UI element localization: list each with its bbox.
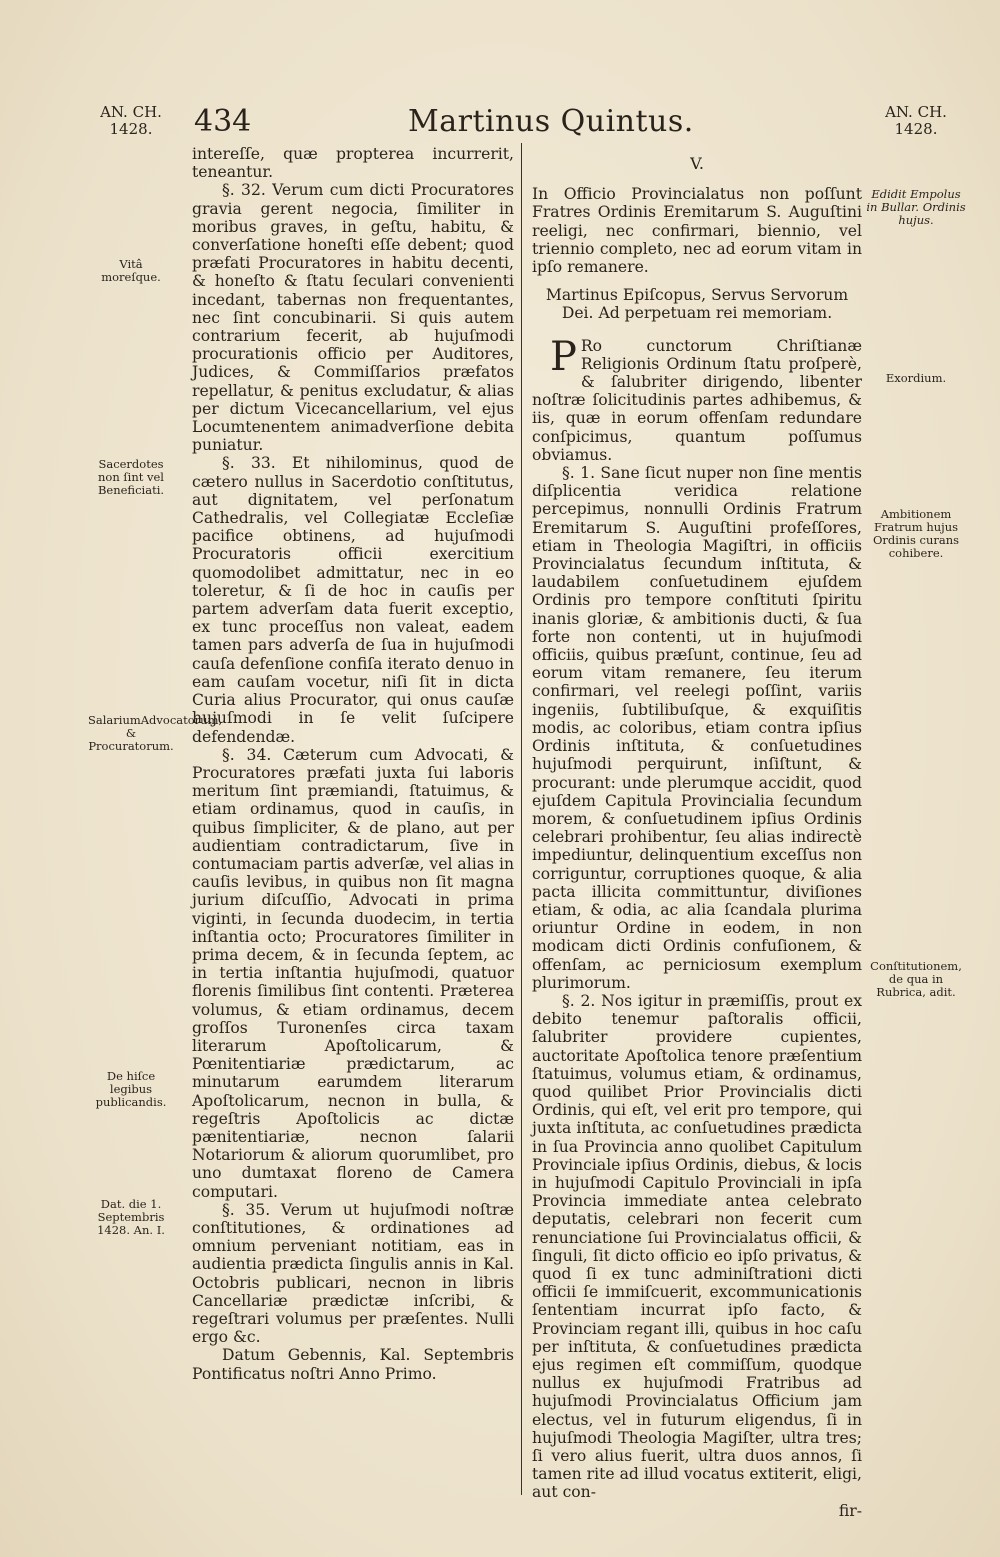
left-paragraph: intereſſe, quæ propterea incurrerit, teneantur. — [192, 145, 514, 182]
year-marker-left-line2: 1428. — [109, 120, 153, 138]
margin-note-left: Vitâ moreſque. — [101, 257, 161, 284]
left-paragraph: §. 35. Verum ut hujuſmodi noſtræ conſtitutiones, & ordinationes ad omnium perveniant notitiam, eas in audientia prædicta ſingulis annis in Kal. Octobris publicari, necnon in libris Cancellariæ prædictæ inſcribi, & regeſtrari volumus per præſentes. Nulli ergo &c. — [192, 1200, 514, 1347]
margin-note-left: Dat. die 1. Septembris 1428. An. I. — [97, 1197, 165, 1237]
year-marker-left — [88, 104, 174, 138]
right-column — [532, 155, 862, 1520]
margin-note-right: Ambitionem Fratrum hujus Ordinis curans cohibere. — [872, 507, 960, 560]
year-marker-right-line2: 1428. — [894, 120, 938, 138]
margin-note-right: Edidit Empolus in Bullar. Ordinis hujus. — [866, 187, 966, 227]
running-title: Martinus Quintus. — [408, 104, 694, 139]
year-marker-right-line1: AN. CH. — [885, 103, 947, 121]
year-marker-right — [868, 104, 964, 138]
column-divider — [521, 143, 522, 1495]
opening-paragraph — [532, 333, 862, 464]
left-paragraph: §. 34. Cæterum cum Advocati, & Procuratores præfati juxta ſui laboris meritum ſint præmiandi, ſtatuimus, & etiam ordinamus, quod in cauſis, in quibus ſimpliciter, & de plano, aut per audientiam contradictarum, ſive in contumaciam partis adverſæ, vel alias in cauſis levibus, in quibus non ſit magna jurium diſcuſſio, Advocati in prima viginti, in ſecunda duodecim, in tertia inſtantia octo; Procuratores ſimiliter in prima decem, & in ſecunda ſeptem, ac in tertia inſtantia hujuſmodi, quatuor florenis ſimilibus ſint contenti. Præterea volumus, & etiam ordinamus, decem groſſos Turonenſes circa taxam literarum Apoſtolicarum, & Pœnitentiariæ prædictarum, ac minutarum earumdem literarum Apoſtolicarum, necnon in bulla, & regeſtris Apoſtolicis ac dictæ pænitentiariæ, necnon ſalarii Notariorum & aliorum quorumlibet, pro uno dumtaxat floreno de Camera computari. — [192, 745, 514, 1201]
catchword: fir- — [838, 1501, 862, 1520]
left-paragraph: §. 33. Et nihilominus, quod de cætero nullus in Sacerdotio conſtitutus, aut dignitatem, vel perſonatum Cathedralis, vel Collegiatæ Eccleſiæ pacifice obtinens, ad hujuſmodi Procuratoris officii exercitium quomodolibet admittatur, nec in eo toleretur, & ſi de hoc in cauſis per partem adverſam data fuerit exceptio, ex tunc proceſſus non valeat, eadem tamen pars adverſa de ſua in hujuſmodi cauſa defenſione confiſa iterato denuo in eam cauſam vocetur, niſi ſit in dicta Curia alius Procurator, qui onus cauſæ hujuſmodi in ſe velit ſuſcipere defendendæ. — [192, 454, 514, 746]
margin-note-left: Sacerdotes non ſint vel Beneficiati. — [97, 457, 165, 497]
papal-greeting: Martinus Epiſcopus, Servus Servorum Dei. Ad perpetuam rei memoriam. — [545, 286, 849, 323]
margin-note-right: Conſtitutionem, de qua in Rubrica, adit. — [870, 959, 962, 999]
right-paragraph: §. 1. Sane ſicut nuper non ſine mentis diſplicentia veridica relatione percepimus, nonnulli Ordinis Fratrum Eremitarum S. Auguſtini profeſſores, etiam in Theologia Magiſtri, in officiis Provincialatus ſecundum inſtituta, & laudabilem conſuetudinem ejuſdem Ordinis pro tempore conſtituti ſpiritu inanis gloriæ, & ambitionis ducti, & ſua forte non contenti, ut in hujuſmodi officiis, quibus præſunt, continue, ſeu ad eorum vitam remanere, ſeu iterum confirmari, vel reelegi poſſint, variis ingeniis, ſubtilibuſque, & exquiſitis modis, ac coloribus, etiam contra ipſius Ordinis inſtituta, & conſuetudines hujuſmodi perquirunt, inſiſtunt, & procurant: unde plerumque accidit, quod ejuſdem Capitula Provincialia ſecundum morem, & conſuetudinem ipſius Ordinis celebrari prohibentur, ſeu alias indirectè impediuntur, delinquentium exceſſus non corriguntur, corruptiones quoque, & alia pacta illicita committuntur, diviſiones etiam, & odia, ac alia ſcandala plurima oriuntur Ordine in eodem, in non modicam dicti Ordinis confuſionem, & offenſam, ac perniciosum exemplum plurimorum. — [532, 464, 862, 992]
dating-clause: Datum Gebennis, Kal. Septembris Pontificatus noſtri Anno Primo. — [192, 1346, 514, 1383]
section-number: V. — [690, 154, 704, 173]
opening-text: Ro cunctorum Chriſtianæ Religionis Ordinum ſtatu proſperè, & ſalubriter dirigendo, libenter noſtræ ſolicitudinis partes adhibemus, & iis, quæ in eorum offenſam redundare conſpicimus, quantum poſſumus obviamus. — [532, 336, 862, 464]
left-paragraph: §. 32. Verum cum dicti Procuratores gravia gerent negocia, ſimiliter in moribus graves, in geſtu, habitu, & converſatione honeſti eſſe debent; quod præfati Procuratores in habitu decenti, & honeſto & ſtatu ſeculari convenienti incedant, tabernas non frequentantes, nec ſint concubinarii. Si quis autem contrarium fecerit, ab hujuſmodi procurationis officio per Auditores, Judices, & Commiſſarios præfatos repellatur, & penitus excludatur, & alias per dictum Vicecancellarium, vel ejus Locumtenentem animadverſione debita puniatur. — [192, 181, 514, 455]
right-paragraph: §. 2. Nos igitur in præmiſſis, prout ex debito tenemur paſtoralis officii, ſalubriter providere cupientes, auctoritate Apoſtolica tenore præſentium ſtatuimus, volumus etiam, & ordinamus, quod quilibet Prior Provincialis dicti Ordinis, qui eſt, vel erit pro tempore, qui juxta inſtituta, ac conſuetudines prædicta in ſua Provincia anno quolibet Capitulum Provinciale ipſius Ordinis, diebus, & locis in hujuſmodi Capitulo Provinciali in ipſa Provincia immediate antea celebrato deputatis, celebrari non fecerit cum renunciatione ſui Provincialatus officii, & ſinguli, ſit dicto officio eo ipſo privatus, & quod ſi ex tunc adminiſtrationi dicti officii ſe immiſcuerit, excommunicationis ſententiam incurrat ipſo facto, & Provinciam regant illi, quibus in hoc caſu per inſtituta, & conſuetudines prædicta ejus regimen eſt commiſſum, quodque nullus ex hujuſmodi Fratribus ad hujuſmodi Provincialatus Officium jam electus, vel in futurum eligendus, ſi in hujuſmodi Theologia Magiſter, ultra tres; ſi vero alius fuerit, ultra duos annos, ſi tamen rite ad illud vocatus extiterit, eligi, aut con- — [532, 991, 862, 1502]
margin-note-right: Exordium. — [885, 371, 947, 385]
page-number: 434 — [194, 104, 252, 139]
section-heading: In Officio Provincialatus non poſſunt Fratres Ordinis Eremitarum S. Auguſtini reeligi, nec confirmari, biennio, vel triennio completo, nec ad eorum vitam in ipſo remanere. — [532, 185, 862, 277]
drop-cap: P — [550, 333, 577, 380]
year-marker-left-line1: AN. CH. — [100, 103, 162, 121]
margin-note-left: SalariumAdvocatorum, & Procuratorum. — [88, 713, 223, 753]
left-column — [192, 145, 514, 1383]
margin-note-left: De hiſce legibus publicandis. — [95, 1069, 167, 1109]
